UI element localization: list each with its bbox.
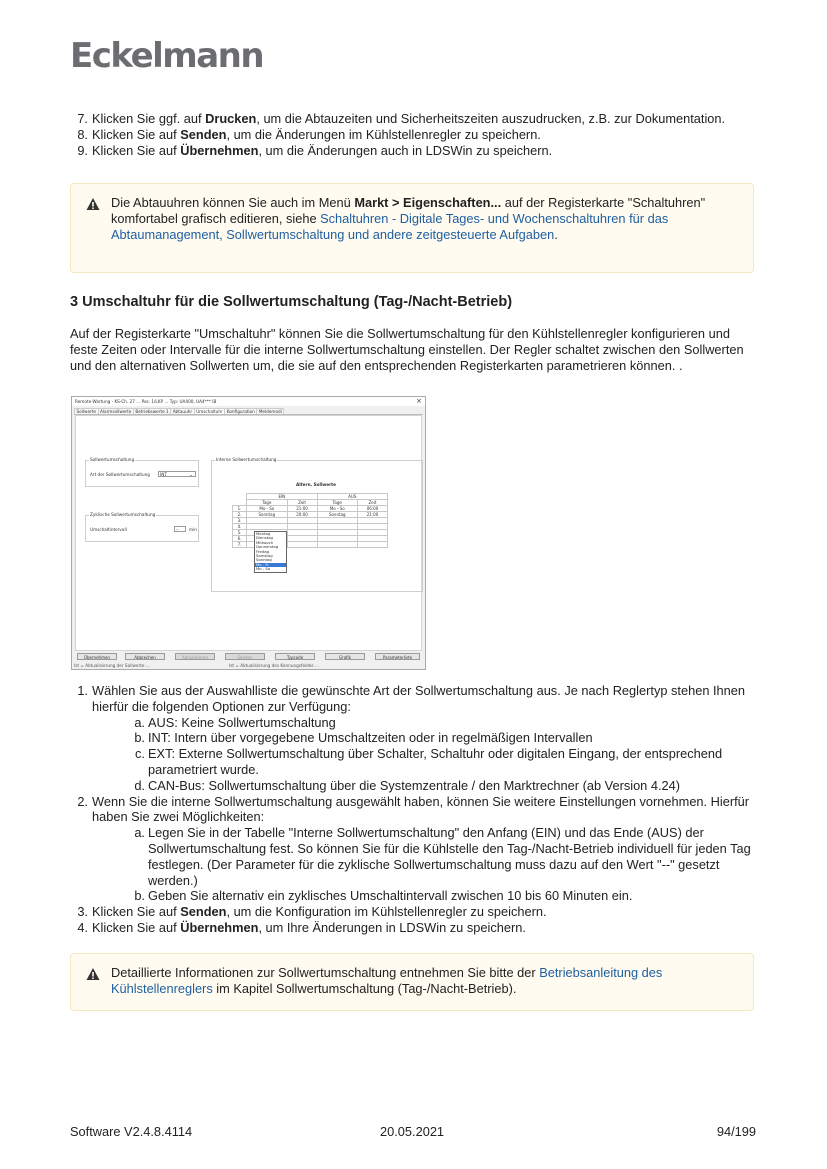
typcode-button[interactable]: Typcode (275, 653, 315, 660)
table-row: 1. Mo - So 21:00 Mo - So 06:00 (233, 506, 388, 512)
dropdown-option[interactable]: Freitag (256, 548, 270, 554)
table-row: 3. (233, 518, 388, 524)
list-item: 9. Klicken Sie auf Übernehmen, um die Änderungen auch in LDSWin zu speichern. (77, 142, 553, 158)
bottom-steps-list (70, 683, 760, 936)
top-steps-list (70, 111, 760, 158)
section-heading: 3 Umschaltuhr für die Sollwertumschaltung (Tag-/Nacht-Betrieb) (70, 294, 513, 310)
list-item: b. Geben Sie alternativ ein zyklisches Umschaltintervall zwischen 10 bis 60 Minuten ein. (134, 888, 633, 904)
tab-bar (74, 408, 423, 415)
dropdown-option[interactable]: Donnerstag (256, 544, 279, 550)
dropdown-option[interactable]: Dienstag (256, 535, 273, 541)
list-item: d. CAN-Bus: Sollwertumschaltung über die Systemzentrale / den Marktrechner (ab Version 4.24) (134, 777, 681, 793)
tab-panel (75, 415, 422, 651)
interne-group: Interne Sollwertumschaltung Altern. Sollwerte EIN AUS Tage Zeit Tage Zeit 1. Mo - So 21:00 Mo - So 06:00 2. Sonntag 20:00 Sonntag 21:00 3. 4. 5. 6. 7. Montag Dienstag Mittwoch Donnerstag Freitag Samstag Sonntag Mo - Fr Mo - So (211, 460, 423, 592)
footer-page-number: 94/199 (716, 1124, 756, 1139)
warning-note-betriebsanleitung: Detaillierte Informationen zur Sollwertumschaltung entnehmen Sie bitte der Betriebsanleitung des Kühlstellenreglers im Kapitel Sollwertumschaltung (Tag-/Nacht-Betrieb). (70, 953, 754, 1011)
grafik-button[interactable]: Grafik (325, 653, 365, 660)
tab-sollwerte[interactable]: Sollwerte (74, 408, 99, 414)
schedule-table: EIN AUS Tage Zeit Tage Zeit 1. Mo - So 21:00 Mo - So 06:00 2. Sonntag 20:00 Sonntag 21:00 3. 4. 5. 6. 7. (232, 493, 388, 548)
interval-unit: min (189, 527, 197, 532)
tab-alarmsollwerte[interactable]: Alarmsollwerte (98, 408, 134, 414)
intro-paragraph: Auf der Registerkarte "Umschaltuhr" können Sie die Sollwertumschaltung für den Kühlstellenregler konfigurieren und feste Zeiten oder Intervalle für die interne Sollwertumschaltung einstellen. Der Regler schaltet zwischen den Sollwerten und den alternativen Sollwerten um, die sie auf den entsprechenden Registerkarten parametrieren können. . (70, 326, 744, 373)
warning-icon (86, 197, 100, 211)
window-button-bar (75, 653, 422, 661)
dropdown-option-selected[interactable]: Mo - Fr (255, 563, 286, 567)
list-item: 8. Klicken Sie auf Senden, um die Änderungen im Kühlstellenregler zu speichern. (77, 126, 541, 142)
zyklische-group: Zyklische Sollwertumschaltung Umschaltintervall -- min (85, 515, 199, 542)
window-title: Remote-Wartung - KS-Ch. 27 ... Pos. 1/LKP ... Typ: UA400, UA4*** IB (75, 399, 217, 404)
tab-umschaltuhr[interactable]: Umschaltuhr (194, 408, 226, 414)
dropdown-option[interactable]: Mittwoch (256, 539, 274, 545)
interval-input[interactable]: -- (174, 526, 186, 532)
parameterliste-button[interactable]: Parameterliste (375, 653, 420, 660)
list-item: 3. Klicken Sie auf Senden, um die Konfiguration im Kühlstellenregler zu speichern. (77, 904, 547, 920)
warning-icon (86, 967, 100, 981)
betriebsanleitung-link[interactable]: Betriebsanleitung des Kühlstellenreglers (111, 965, 663, 996)
list-item: a. Legen Sie in der Tabelle "Interne Sollwertumschaltung" den Anfang (EIN) und das Ende (AUS) der Sollwertumschaltung fest. So können Sie für die Kühlstelle den Tag-/Nacht-Betrieb individuell für jeden Tag festlegen. (Der Parameter für die zyklische Sollwertumschaltung muss dazu auf den Wert "--" gesetzt werden.) (134, 825, 751, 888)
table-row: 4. (233, 524, 388, 530)
table-row: 2. Sonntag 20:00 Sonntag 21:00 (233, 512, 388, 518)
close-icon[interactable]: × (416, 397, 422, 405)
list-item: c. EXT: Externe Sollwertumschaltung über Schalter, Schaltuhr oder digitalen Eingang, der entsprechend parametriert wurde. (135, 746, 723, 777)
table-row: 6. (233, 536, 388, 542)
tab-konfiguration[interactable]: Konfiguration (224, 408, 257, 414)
uebernehmen-button[interactable]: Übernehmen (77, 653, 117, 660)
abbrechen-button[interactable]: Abbrechen (125, 653, 165, 660)
eckelmann-logo: Eckelmann (70, 36, 264, 76)
list-item: 4. Klicken Sie auf Übernehmen, um Ihre Änderungen in LDSWin zu speichern. (77, 919, 526, 935)
footer-software-version: Software V2.4.8.4114 (70, 1124, 193, 1139)
dropdown-option[interactable]: Mo - So (256, 566, 271, 572)
dropdown-option[interactable]: Sonntag (256, 557, 272, 563)
dropdown-option[interactable]: Montag (256, 531, 271, 536)
warning-note-schaltuhren: Die Abtauuhren können Sie auch im Menü Markt > Eigenschaften... auf der Registerkarte "Schaltuhren" komfortabel grafisch editieren, siehe Schaltuhren - Digitale Tages- und Wochenschaltuhren für das Abtaumanagement, Sollwertumschaltung und andere zeitgesteuerte Aufgaben. (70, 183, 754, 273)
list-item: b. INT: Intern über vorgegebene Umschaltzeiten oder in regelmäßigen Intervallen (134, 730, 593, 746)
tab-abtauuhr[interactable]: Abtauuhr (170, 408, 194, 414)
chevron-down-icon: ⌄ (189, 472, 193, 477)
list-item: a. AUS: Keine Sollwertumschaltung (134, 714, 336, 730)
day-dropdown-list[interactable] (254, 531, 287, 573)
list-item: 7. Klicken Sie ggf. auf Drucken, um die Abtauzeiten und Sicherheitszeiten auszudrucken, z.B. zur Dokumentation. (77, 111, 726, 126)
type-label: Art der Sollwertumschaltung (90, 472, 150, 477)
list-item: 1. Wählen Sie aus der Auswahlliste die gewünschte Art der Sollwertumschaltung aus. Je nach Reglertyp stehen Ihnen hierfür die folgenden Optionen zur Verfügung: a. AUS: Keine Sollwertumschaltung b. INT: Intern über vorgegebene Umschaltzeiten oder in regelmäßigen Intervallen c. EXT: Externe Sollwertumschaltung über Schalter, Schaltuhr oder digitalen Eingang, der entsprechend parametriert wurde. d. CAN-Bus: Sollwertumschaltung über die Systemzentrale / den Marktrechner (ab Version 4.24) (70, 683, 760, 794)
dropdown-option[interactable]: Samstag (256, 552, 273, 558)
status-bar: Ist = Aktualisierung der Sollwerte ... Ist = Aktualisierung des Kennungsfeldes ... (74, 663, 319, 668)
aktualisieren-button[interactable]: Aktualisieren (175, 653, 215, 660)
window-titlebar (72, 397, 425, 406)
table-row: 5. (233, 530, 388, 536)
senden-button[interactable]: Senden (225, 653, 265, 660)
table-title: Altern. Sollwerte (296, 482, 336, 487)
schaltuhren-link[interactable]: Schaltuhren - Digitale Tages- und Wochenschaltuhren für das Abtaumanagement, Sollwertumschaltung und andere zeitgesteuerte Aufgaben (111, 210, 669, 242)
interval-label: Umschaltintervall (90, 527, 127, 532)
umschaltuhr-window-screenshot (71, 396, 426, 670)
tab-betriebswerte[interactable]: Betriebswerte 1 (133, 408, 171, 414)
table-row: 7. (233, 542, 388, 548)
type-select[interactable]: INT ⌄ (158, 471, 196, 477)
list-item: 2. Wenn Sie die interne Sollwertumschaltung ausgewählt haben, können Sie weitere Einstellungen vornehmen. Hierfür haben Sie zwei Möglichkeiten: a. Legen Sie in der Tabelle "Interne Sollwertumschaltung" den Anfang (EIN) und das Ende (AUS) der Sollwertumschaltung fest. So können Sie für die Kühlstelle den Tag-/Nacht-Betrieb individuell für jeden Tag festlegen. (Der Parameter für die zyklische Sollwertumschaltung muss dazu auf den Wert "--" gesetzt werden.) b. Geben Sie alternativ ein zyklisches Umschaltintervall zwischen 10 bis 60 Minuten ein. (70, 794, 760, 905)
sollwertumschaltung-group: Sollwertumschaltung Art der Sollwertumschaltung INT ⌄ (85, 460, 199, 487)
footer-date: 20.05.2021 (380, 1124, 445, 1139)
tab-meldemodi[interactable]: Meldemodi (256, 408, 284, 414)
